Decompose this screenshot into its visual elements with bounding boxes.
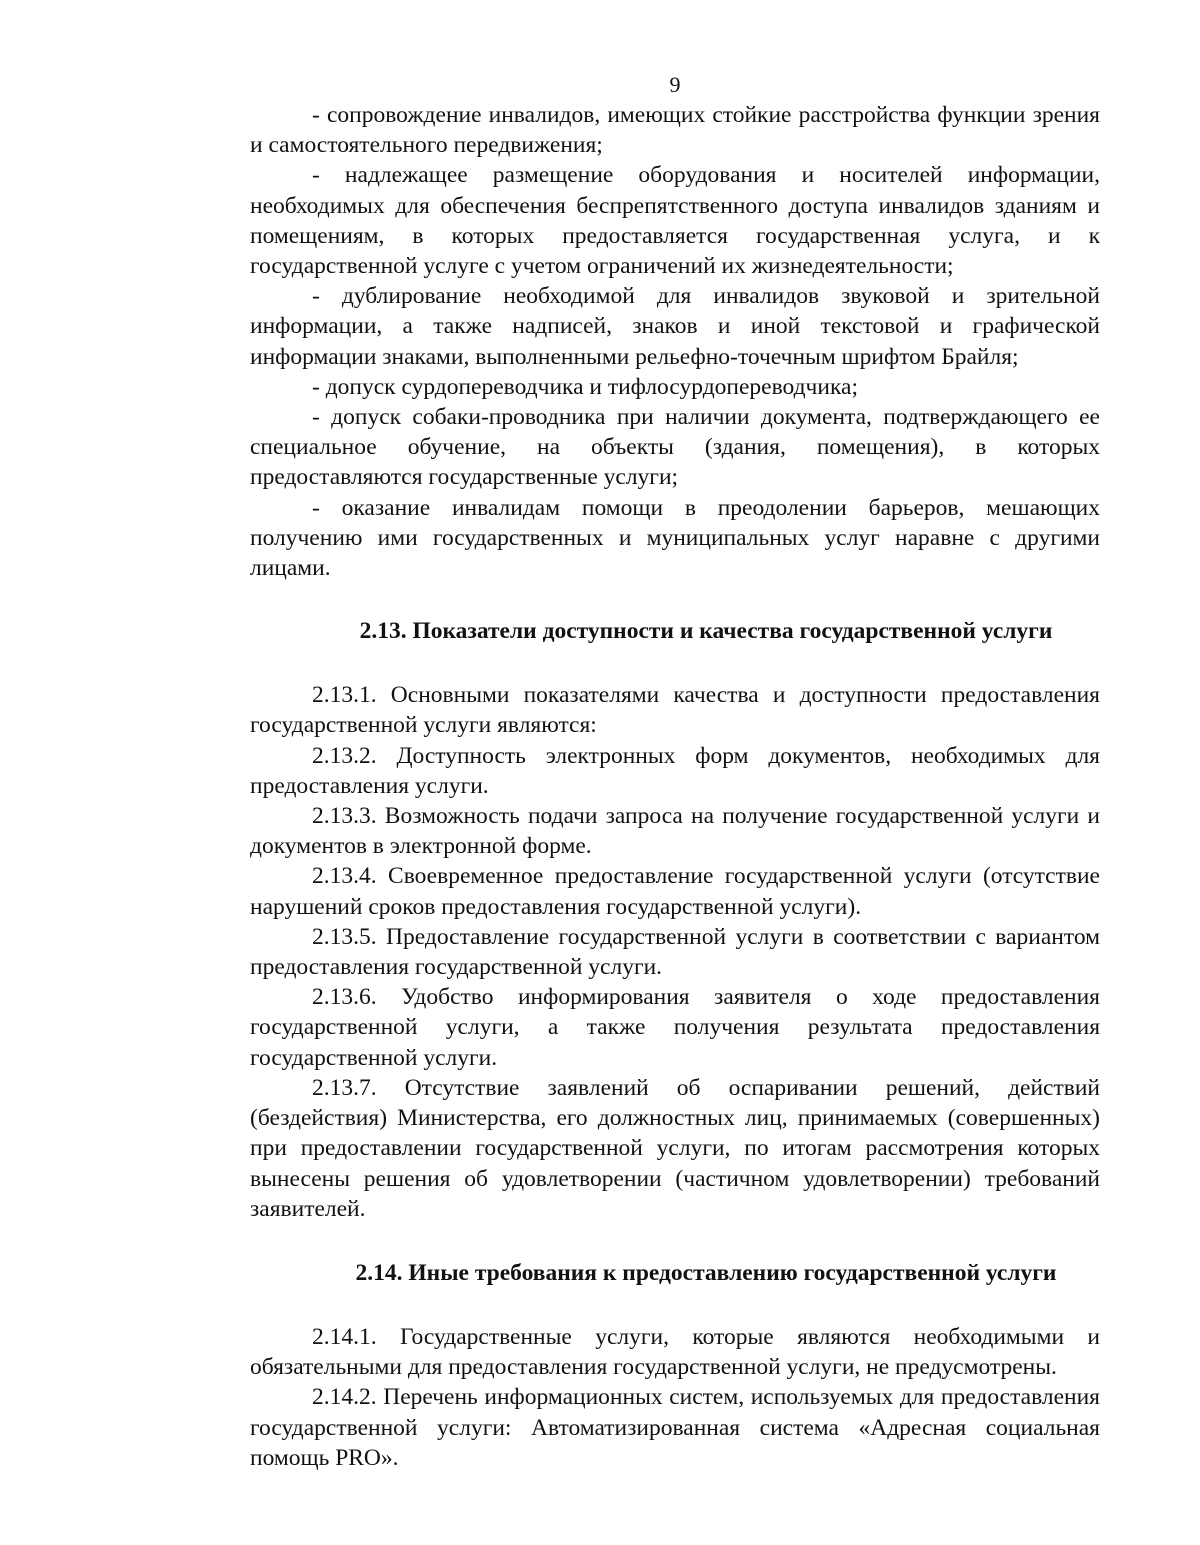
paragraph-2-13-1: 2.13.1. Основными показателями качества и доступности предоставления государственной услуги являются: (250, 682, 1100, 739)
paragraph-2-13-4: 2.13.4. Своевременное предоставление государственной услуги (отсутствие нарушений сроков предоставления государственной услуги). (250, 863, 1100, 920)
list-item: - допуск собаки-проводника при наличии документа, подтверждающего ее специальное обучение, на объекты (здания, помещения), в которых предоставляются государственные услуги; (250, 404, 1100, 491)
paragraph-2-14-1: 2.14.1. Государственные услуги, которые являются необходимыми и обязательными для предоставления государственной услуги, не предусмотрены. (250, 1323, 1100, 1381)
list-item: - дублирование необходимой для инвалидов звуковой и зрительной информации, а также надписей, знаков и иной текстовой и графической информации знаками, выполненными рельефно-точечным шрифтом Брайля; (250, 283, 1100, 370)
paragraph-2-13-6: 2.13.6. Удобство информирования заявителя о ходе предоставления государственной услуги, а также получения результата предоставления государственной услуги. (250, 984, 1100, 1071)
paragraph-2-14-2: 2.14.2. Перечень информационных систем, используемых для предоставления государственной услуги: Автоматизированная система «Адресная социальная помощь PRO». (250, 1384, 1100, 1471)
paragraph-2-13-7: 2.13.7. Отсутствие заявлений об оспаривании решений, действий (бездействия) Министерства, его должностных лиц, принимаемых (совершенных) при предоставлении государственной услуги, по итогам рассмотрения которых вынесены решения об удовлетворении (частичном удовлетворении) требований заявителей. (250, 1074, 1100, 1222)
document-body (250, 100, 1100, 1473)
section-heading-2-13: 2.13. Показатели доступности и качества государственной услуги (359, 618, 1053, 645)
section-heading-2-14: 2.14. Иные требования к предоставлению государственной услуги (355, 1259, 1057, 1286)
paragraph-2-13-3: 2.13.3. Возможность подачи запроса на получение государственной услуги и документов в электронной форме. (250, 803, 1100, 860)
page-number: 9 (669, 72, 681, 97)
paragraph-2-13-5: 2.13.5. Предоставление государственной услуги в соответствии с вариантом предоставления государственной услуги. (250, 923, 1100, 981)
list-item: - оказание инвалидам помощи в преодолении барьеров, мешающих получению ими государственных и муниципальных услуг наравне с другими лицами. (250, 494, 1100, 582)
paragraph-2-13-2: 2.13.2. Доступность электронных форм документов, необходимых для предоставления услуги. (250, 742, 1100, 799)
list-item: - сопровождение инвалидов, имеющих стойкие расстройства функции зрения и самостоятельного передвижения; (250, 102, 1100, 159)
list-item: - допуск сурдопереводчика и тифлосурдопереводчика; (312, 373, 858, 400)
list-item: - надлежащее размещение оборудования и носителей информации, необходимых для обеспечения беспрепятственного доступа инвалидов зданиям и помещениям, в которых предоставляется государственная услуга, и к государственной услуге с учетом ограничений их жизнедеятельности; (250, 162, 1100, 280)
